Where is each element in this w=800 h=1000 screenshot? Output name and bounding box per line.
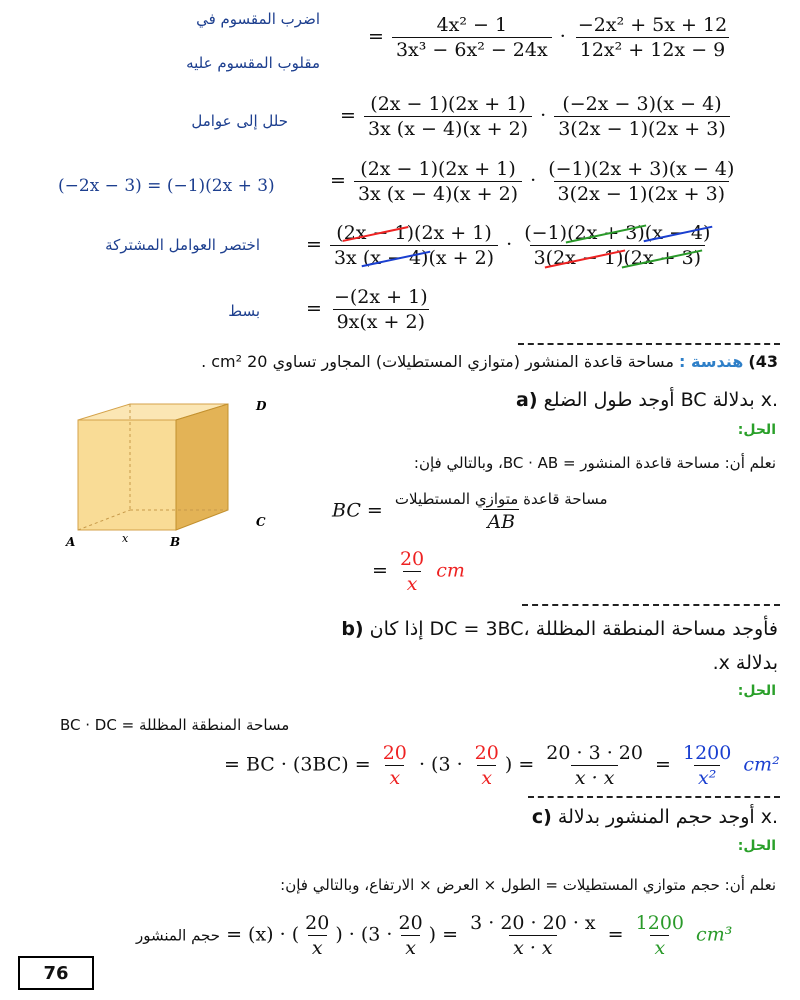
equation-step-4: = $\frac{(2x - 1)(2x + 1)}{3x (x - 4)(x + 2)}$ · $\frac{(-1)(2x + 3)(x - 4)}{3(2x - 1)(2x + 3)}$ bbox=[306, 222, 711, 269]
note-multiply: اضرب المقسوم في bbox=[196, 10, 320, 28]
page-number: 76 bbox=[18, 956, 94, 990]
part-b-question: b) إذا كان DC = 3BC، فأوجد مساحة المنطقة المظللة bbox=[341, 618, 778, 640]
vertex-d: D bbox=[256, 399, 267, 413]
note-simplify: بسط bbox=[228, 302, 260, 320]
vertex-c: C bbox=[256, 515, 266, 529]
divider bbox=[518, 343, 780, 345]
equation-step-1: = $\frac{\text{4x² − 1}}{\text{3x³ − 6x² − 24x}}$ · $\frac{\text{−2x² + 5x + 12}}{\text{12x² + 12x − 9}}$ bbox=[368, 14, 733, 61]
part-a-formula: BC = $\frac{\text{مساحة قاعدة متوازي المستطيلات}}{AB}$ bbox=[332, 490, 608, 533]
part-a-known: نعلم أن: مساحة قاعدة المنشور = BC · AB، وبالتالي فإن: bbox=[413, 454, 776, 472]
equation-step-3: = $\frac{(2x - 1)(2x + 1)}{3x (x - 4)(x + 2)}$ · $\frac{(-1)(2x + 3)(x - 4)}{3(2x - 1)(2x + 3)}$ bbox=[330, 158, 735, 205]
part-b-line1: مساحة المنطقة المظللة = BC · DC bbox=[60, 716, 290, 734]
part-c-formula: حجم المنشور = (x) · ( $\frac{20}{x}$ ) · (3 · $\frac{20}{x}$ ) = $\frac{3 \cdot 20 \cdot 20 \cdot x}{x \cdot x}$ = $\frac{1200}{x}$ cm³ bbox=[136, 912, 733, 959]
solution-label-c: الحل: bbox=[737, 838, 776, 854]
equation-step-2: = $\frac{(2x - 1)(2x + 1)}{3x (x - 4)(x + 2)}$ · $\frac{(-2x - 3)(x - 4)}{3(2x - 1)(2x + 3)}$ bbox=[340, 93, 732, 140]
vertex-b: B bbox=[170, 535, 181, 549]
prism-side-face bbox=[176, 404, 228, 530]
divider bbox=[522, 604, 780, 606]
topic-label: هندسة : bbox=[679, 352, 744, 371]
vertex-a: A bbox=[66, 535, 76, 549]
note-reciprocal: مقلوب المقسوم عليه bbox=[186, 54, 320, 72]
part-a-question: a) أوجد طول الضلع BC بدلالة x. bbox=[516, 389, 778, 411]
part-c-known: نعلم أن: حجم متوازي المستطيلات = الطول × العرض × الارتفاع، وبالتالي فإن: bbox=[280, 876, 776, 894]
note-factor: حلل إلى عوامل bbox=[191, 112, 288, 130]
prism-front-face bbox=[78, 420, 176, 530]
part-b-line2: = BC · (3BC) = $\frac{20}{x}$ · (3 · $\frac{20}{x}$ ) = $\frac{20 \cdot 3 \cdot 20}{x \cdot x}$ = $\frac{1200}{\text{x²}}$ cm² bbox=[224, 742, 780, 789]
problem-43-header: 43) هندسة : مساحة قاعدة المنشور (متوازي المستطيلات) المجاور تساوي 20 cm² . bbox=[201, 352, 778, 371]
solution-label-a: الحل: bbox=[737, 422, 776, 438]
part-c-question: c) أوجد حجم المنشور بدلالة x. bbox=[531, 806, 778, 828]
note-factor-neg: (−2x − 3) = (−1)(2x + 3) bbox=[58, 176, 275, 196]
divider bbox=[528, 796, 780, 798]
side-x-label: x bbox=[122, 532, 129, 545]
part-a-result: = $\frac{20}{x}$ cm bbox=[372, 548, 465, 595]
solution-label-b: الحل: bbox=[737, 683, 776, 699]
note-cancel: اختصر العوامل المشتركة bbox=[105, 236, 260, 254]
equation-step-5: = $\frac{-(2x + 1)}{9x(x + 2)}$ bbox=[306, 286, 428, 333]
part-b-question-cont: بدلالة x. bbox=[712, 652, 778, 674]
prism-figure bbox=[60, 398, 280, 550]
